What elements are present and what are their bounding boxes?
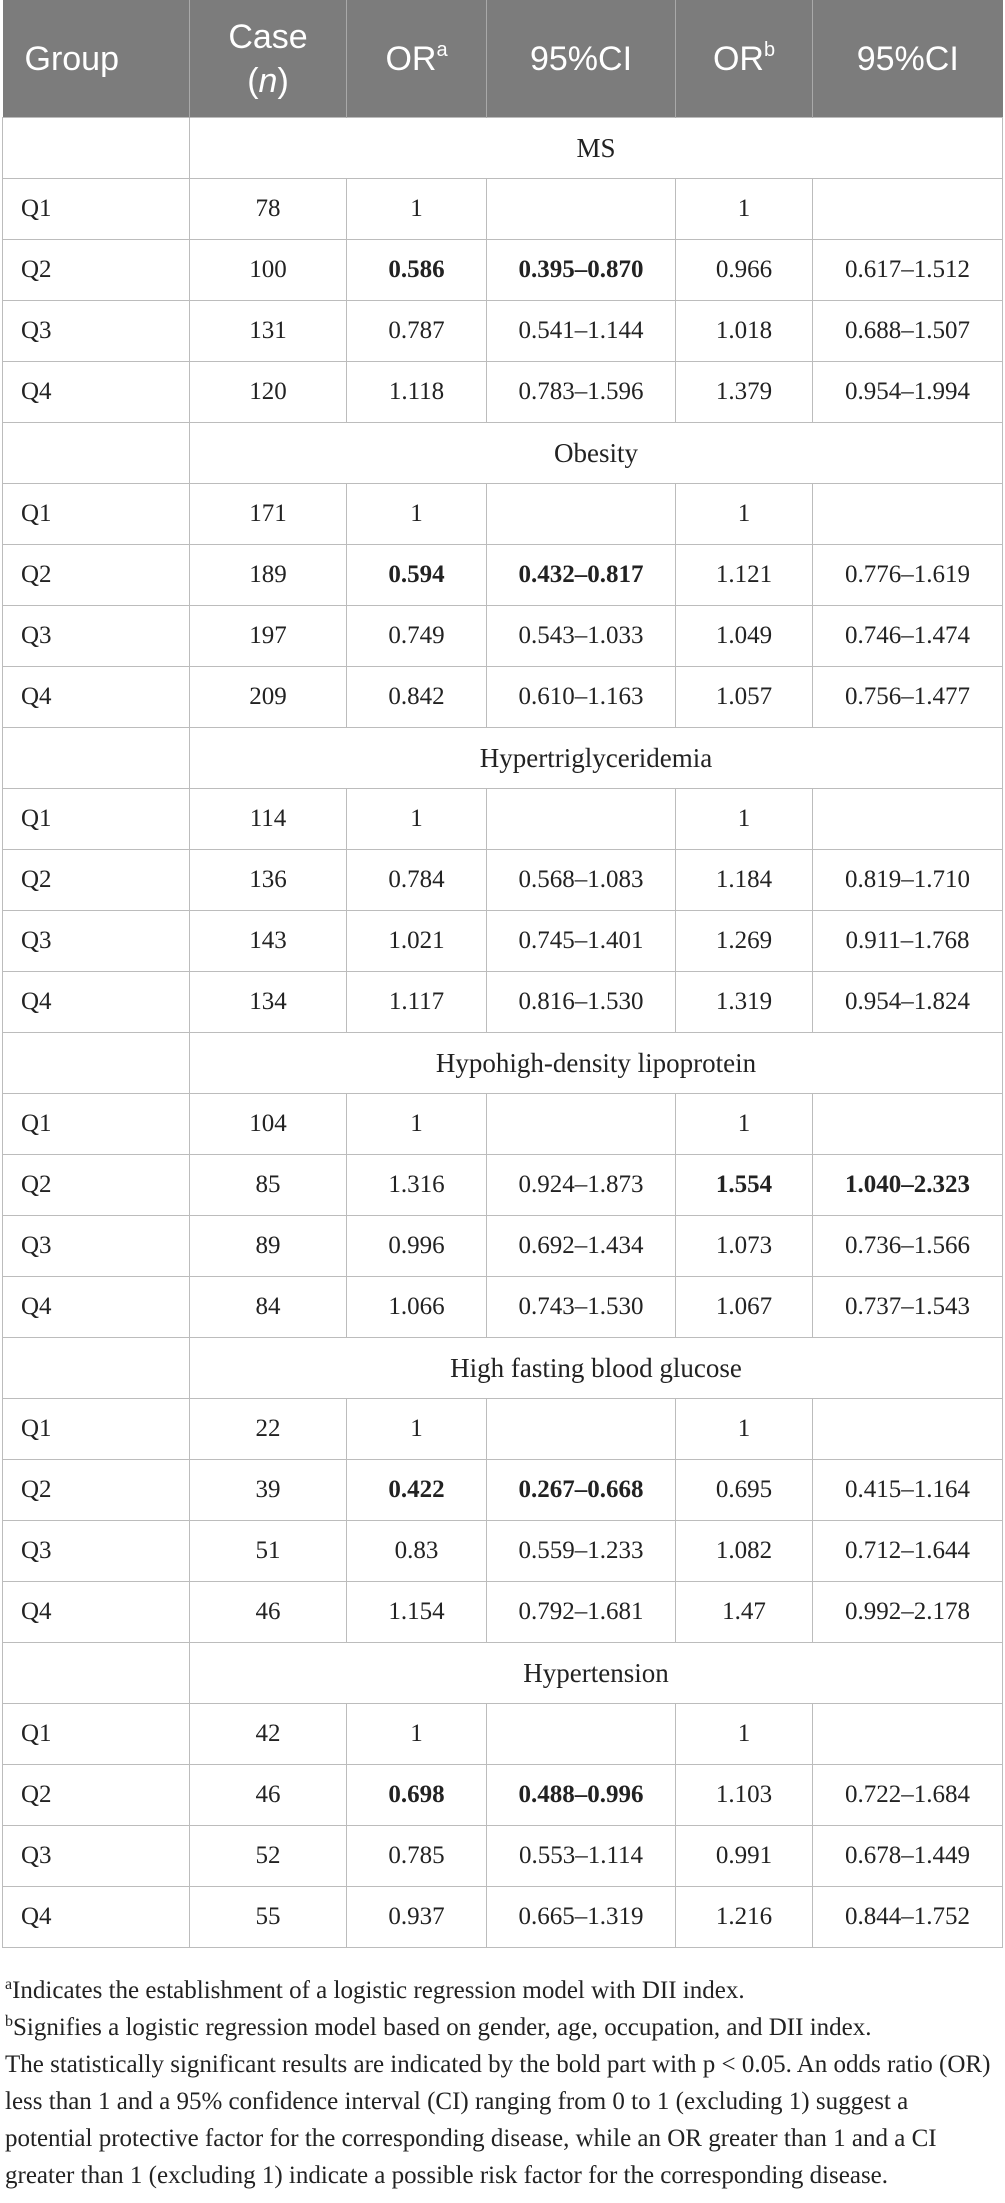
or-a-cell: 0.749 <box>347 606 487 667</box>
header-ci-a: 95%CI <box>487 0 676 118</box>
ci-b-cell: 0.737–1.543 <box>813 1277 1003 1338</box>
or-b-cell: 0.991 <box>676 1826 813 1887</box>
or-a-cell: 0.787 <box>347 301 487 362</box>
or-a-cell: 1.117 <box>347 972 487 1033</box>
ci-a-cell: 0.743–1.530 <box>487 1277 676 1338</box>
case-cell: 78 <box>190 179 347 240</box>
case-cell: 197 <box>190 606 347 667</box>
case-cell: 51 <box>190 1521 347 1582</box>
or-b-cell: 0.966 <box>676 240 813 301</box>
ci-a-cell: 0.559–1.233 <box>487 1521 676 1582</box>
table-row <box>3 1216 1003 1277</box>
ci-b-cell: 0.776–1.619 <box>813 545 1003 606</box>
table-row <box>3 1094 1003 1155</box>
ci-a-cell: 0.568–1.083 <box>487 850 676 911</box>
footnote-b <box>5 2009 995 2046</box>
section-title: MS <box>190 118 1003 179</box>
or-a-cell: 0.937 <box>347 1887 487 1948</box>
section-row <box>3 423 1003 484</box>
group-cell: Q2 <box>3 1460 190 1521</box>
section-title: Hypohigh-density lipoprotein <box>190 1033 1003 1094</box>
or-b-cell: 0.695 <box>676 1460 813 1521</box>
case-cell: 143 <box>190 911 347 972</box>
or-a-cell: 0.784 <box>347 850 487 911</box>
ci-b-cell <box>813 1704 1003 1765</box>
footnote-a-text: Indicates the establishment of a logistic regression model with DII index. <box>12 1977 745 2004</box>
ci-a-cell: 0.395–0.870 <box>487 240 676 301</box>
or-b-cell: 1 <box>676 789 813 850</box>
ci-b-cell: 0.688–1.507 <box>813 301 1003 362</box>
footnotes <box>5 1972 995 2194</box>
or-a-cell: 1.021 <box>347 911 487 972</box>
case-cell: 52 <box>190 1826 347 1887</box>
case-cell: 209 <box>190 667 347 728</box>
ci-b-cell: 0.954–1.994 <box>813 362 1003 423</box>
case-cell: 46 <box>190 1765 347 1826</box>
table-row <box>3 1460 1003 1521</box>
ci-a-cell: 0.267–0.668 <box>487 1460 676 1521</box>
group-cell: Q4 <box>3 1582 190 1643</box>
ci-a-cell: 0.792–1.681 <box>487 1582 676 1643</box>
or-b-cell: 1.067 <box>676 1277 813 1338</box>
table-row <box>3 484 1003 545</box>
case-cell: 42 <box>190 1704 347 1765</box>
ci-b-cell: 0.756–1.477 <box>813 667 1003 728</box>
header-case-label: Case <box>228 17 308 56</box>
section-row <box>3 1338 1003 1399</box>
or-a-cell: 0.83 <box>347 1521 487 1582</box>
ci-a-cell: 0.692–1.434 <box>487 1216 676 1277</box>
group-cell: Q3 <box>3 1826 190 1887</box>
section-row <box>3 1033 1003 1094</box>
ci-b-cell <box>813 179 1003 240</box>
group-cell: Q3 <box>3 606 190 667</box>
section-blank-cell <box>3 1338 190 1399</box>
ci-b-cell: 0.678–1.449 <box>813 1826 1003 1887</box>
group-cell: Q3 <box>3 1216 190 1277</box>
or-b-cell: 1.269 <box>676 911 813 972</box>
group-cell: Q1 <box>3 484 190 545</box>
section-row <box>3 118 1003 179</box>
group-cell: Q2 <box>3 1765 190 1826</box>
section-title: High fasting blood glucose <box>190 1338 1003 1399</box>
table-row <box>3 789 1003 850</box>
case-cell: 55 <box>190 1887 347 1948</box>
section-blank-cell <box>3 423 190 484</box>
or-a-cell: 1 <box>347 179 487 240</box>
or-a-cell: 0.594 <box>347 545 487 606</box>
ci-b-cell: 0.954–1.824 <box>813 972 1003 1033</box>
or-a-cell: 1.118 <box>347 362 487 423</box>
ci-a-cell: 0.432–0.817 <box>487 545 676 606</box>
or-b-cell: 1.47 <box>676 1582 813 1643</box>
group-cell: Q4 <box>3 972 190 1033</box>
ci-b-cell <box>813 1094 1003 1155</box>
or-b-cell: 1.121 <box>676 545 813 606</box>
ci-a-cell <box>487 1704 676 1765</box>
footnote-a <box>5 1972 995 2009</box>
table-row <box>3 911 1003 972</box>
case-cell: 120 <box>190 362 347 423</box>
ci-b-cell: 0.736–1.566 <box>813 1216 1003 1277</box>
ci-a-cell <box>487 1399 676 1460</box>
ci-b-cell: 0.617–1.512 <box>813 240 1003 301</box>
section-row <box>3 1643 1003 1704</box>
group-cell: Q2 <box>3 1155 190 1216</box>
header-row <box>3 0 1003 118</box>
group-cell: Q4 <box>3 667 190 728</box>
table-row <box>3 1704 1003 1765</box>
ci-b-cell: 0.992–2.178 <box>813 1582 1003 1643</box>
group-cell: Q1 <box>3 1399 190 1460</box>
ci-b-cell: 0.722–1.684 <box>813 1765 1003 1826</box>
or-a-cell: 1 <box>347 1094 487 1155</box>
header-or-a-label: OR <box>385 39 437 78</box>
ci-b-cell <box>813 1399 1003 1460</box>
table-row <box>3 850 1003 911</box>
case-cell: 189 <box>190 545 347 606</box>
ci-b-cell: 0.844–1.752 <box>813 1887 1003 1948</box>
or-b-cell: 1.184 <box>676 850 813 911</box>
ci-a-cell <box>487 1094 676 1155</box>
table-row <box>3 240 1003 301</box>
footnote-b-text: Signifies a logistic regression model based on gender, age, occupation, and DII index. <box>13 2014 872 2041</box>
ci-a-cell: 0.745–1.401 <box>487 911 676 972</box>
table-row <box>3 1826 1003 1887</box>
case-cell: 134 <box>190 972 347 1033</box>
table-row <box>3 1582 1003 1643</box>
or-b-cell: 1.073 <box>676 1216 813 1277</box>
table-row <box>3 301 1003 362</box>
ci-b-cell: 1.040–2.323 <box>813 1155 1003 1216</box>
ci-b-cell <box>813 484 1003 545</box>
table-row <box>3 1521 1003 1582</box>
or-b-cell: 1.103 <box>676 1765 813 1826</box>
ci-b-cell: 0.712–1.644 <box>813 1521 1003 1582</box>
ci-a-cell: 0.783–1.596 <box>487 362 676 423</box>
group-cell: Q4 <box>3 1887 190 1948</box>
header-or-b-label: OR <box>712 39 764 78</box>
section-title: Hypertension <box>190 1643 1003 1704</box>
header-or-a <box>347 0 487 118</box>
table-row <box>3 179 1003 240</box>
footnote-a-mark: a <box>5 1976 13 1993</box>
case-cell: 85 <box>190 1155 347 1216</box>
table-row <box>3 362 1003 423</box>
ci-b-cell <box>813 789 1003 850</box>
or-b-cell: 1.049 <box>676 606 813 667</box>
case-cell: 104 <box>190 1094 347 1155</box>
group-cell: Q2 <box>3 850 190 911</box>
or-a-cell: 0.586 <box>347 240 487 301</box>
or-a-cell: 1 <box>347 789 487 850</box>
or-b-cell: 1.379 <box>676 362 813 423</box>
header-ci-b: 95%CI <box>813 0 1003 118</box>
or-b-cell: 1.018 <box>676 301 813 362</box>
or-a-cell: 1 <box>347 1399 487 1460</box>
header-or-b <box>676 0 813 118</box>
ci-a-cell: 0.553–1.114 <box>487 1826 676 1887</box>
section-blank-cell <box>3 118 190 179</box>
group-cell: Q4 <box>3 362 190 423</box>
case-cell: 114 <box>190 789 347 850</box>
results-table <box>2 0 1003 1948</box>
case-cell: 89 <box>190 1216 347 1277</box>
case-cell: 46 <box>190 1582 347 1643</box>
table-row <box>3 545 1003 606</box>
ci-a-cell: 0.816–1.530 <box>487 972 676 1033</box>
header-or-b-sup: b <box>763 38 776 61</box>
group-cell: Q3 <box>3 301 190 362</box>
table-row <box>3 972 1003 1033</box>
or-b-cell: 1 <box>676 1704 813 1765</box>
ci-b-cell: 0.746–1.474 <box>813 606 1003 667</box>
group-cell: Q4 <box>3 1277 190 1338</box>
case-cell: 131 <box>190 301 347 362</box>
ci-b-cell: 0.415–1.164 <box>813 1460 1003 1521</box>
ci-a-cell <box>487 789 676 850</box>
or-b-cell: 1.216 <box>676 1887 813 1948</box>
group-cell: Q1 <box>3 1094 190 1155</box>
case-cell: 100 <box>190 240 347 301</box>
ci-a-cell: 0.665–1.319 <box>487 1887 676 1948</box>
group-cell: Q1 <box>3 1704 190 1765</box>
table-row <box>3 1155 1003 1216</box>
table-row <box>3 1399 1003 1460</box>
or-a-cell: 1.154 <box>347 1582 487 1643</box>
ci-b-cell: 0.819–1.710 <box>813 850 1003 911</box>
or-b-cell: 1.082 <box>676 1521 813 1582</box>
section-blank-cell <box>3 1033 190 1094</box>
or-a-cell: 1 <box>347 1704 487 1765</box>
or-b-cell: 1 <box>676 179 813 240</box>
ci-a-cell <box>487 179 676 240</box>
case-cell: 84 <box>190 1277 347 1338</box>
section-blank-cell <box>3 1643 190 1704</box>
footnote-note: The statistically significant results are indicated by the bold part with p < 0.05. An odds ratio (OR) less than 1 and a 95% confidence interval (CI) ranging from 0 to 1 (excluding 1) suggest a potential protective factor for the corresponding disease, while an OR greater than 1 and a CI greater than 1 (excluding 1) indicate a possible risk factor for the corresponding disease. <box>5 2051 991 2189</box>
or-a-cell: 0.996 <box>347 1216 487 1277</box>
or-a-cell: 1.316 <box>347 1155 487 1216</box>
header-group: Group <box>3 0 190 118</box>
group-cell: Q2 <box>3 240 190 301</box>
ci-a-cell: 0.541–1.144 <box>487 301 676 362</box>
case-cell: 136 <box>190 850 347 911</box>
or-b-cell: 1.319 <box>676 972 813 1033</box>
or-a-cell: 0.785 <box>347 1826 487 1887</box>
group-cell: Q1 <box>3 789 190 850</box>
ci-a-cell: 0.924–1.873 <box>487 1155 676 1216</box>
or-b-cell: 1.057 <box>676 667 813 728</box>
ci-b-cell: 0.911–1.768 <box>813 911 1003 972</box>
header-case-n: n <box>258 61 278 100</box>
table-row <box>3 1277 1003 1338</box>
group-cell: Q2 <box>3 545 190 606</box>
group-cell: Q3 <box>3 911 190 972</box>
case-cell: 39 <box>190 1460 347 1521</box>
group-cell: Q1 <box>3 179 190 240</box>
table-row <box>3 1765 1003 1826</box>
or-b-cell: 1.554 <box>676 1155 813 1216</box>
or-a-cell: 0.698 <box>347 1765 487 1826</box>
footnote-b-mark: b <box>5 2013 13 2030</box>
table-row <box>3 1887 1003 1948</box>
section-title: Hypertriglyceridemia <box>190 728 1003 789</box>
or-a-cell: 1.066 <box>347 1277 487 1338</box>
ci-a-cell: 0.488–0.996 <box>487 1765 676 1826</box>
header-or-a-sup: a <box>436 38 448 61</box>
ci-a-cell <box>487 484 676 545</box>
table-body <box>3 118 1003 1948</box>
table-row <box>3 606 1003 667</box>
or-a-cell: 0.842 <box>347 667 487 728</box>
section-title: Obesity <box>190 423 1003 484</box>
table-row <box>3 667 1003 728</box>
header-case: Case (n) <box>190 0 347 118</box>
case-cell: 171 <box>190 484 347 545</box>
ci-a-cell: 0.610–1.163 <box>487 667 676 728</box>
or-a-cell: 1 <box>347 484 487 545</box>
or-b-cell: 1 <box>676 1399 813 1460</box>
or-b-cell: 1 <box>676 1094 813 1155</box>
case-cell: 22 <box>190 1399 347 1460</box>
or-b-cell: 1 <box>676 484 813 545</box>
group-cell: Q3 <box>3 1521 190 1582</box>
ci-a-cell: 0.543–1.033 <box>487 606 676 667</box>
or-a-cell: 0.422 <box>347 1460 487 1521</box>
section-row <box>3 728 1003 789</box>
section-blank-cell <box>3 728 190 789</box>
